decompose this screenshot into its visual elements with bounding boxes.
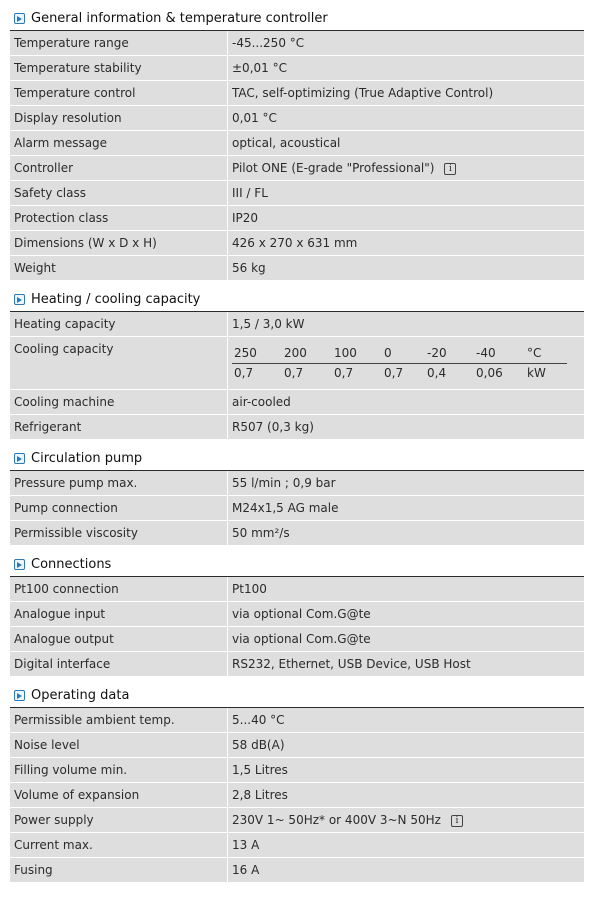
- spec-label: Dimensions (W x D x H): [10, 231, 228, 255]
- spec-label: Fusing: [10, 858, 228, 882]
- spec-value: [228, 783, 584, 807]
- spec-value-text: 0,01 °C: [232, 111, 277, 125]
- spec-row: [10, 415, 584, 440]
- spec-row: [10, 31, 584, 56]
- spec-label: Refrigerant: [10, 415, 228, 439]
- spec-value-text: 16 A: [232, 863, 260, 877]
- spec-value-text: 50 mm²/s: [232, 526, 290, 540]
- spec-value: [228, 312, 584, 336]
- cooling-cap: 0,7: [384, 366, 404, 380]
- spec-row: [10, 390, 584, 415]
- cooling-cap: 0,7: [284, 366, 304, 380]
- arrow-right-box-icon[interactable]: [14, 690, 25, 701]
- section-header[interactable]: [10, 0, 584, 31]
- spec-value-text: 13 A: [232, 838, 260, 852]
- spec-label: Current max.: [10, 833, 228, 857]
- spec-value: [228, 206, 584, 230]
- spec-value: [228, 390, 584, 414]
- spec-label: Analogue output: [10, 627, 228, 651]
- spec-value-text: IP20: [232, 211, 259, 225]
- spec-value-text: 5...40 °C: [232, 713, 285, 727]
- spec-value: [228, 106, 584, 130]
- spec-value: [228, 577, 584, 601]
- spec-label: Controller: [10, 156, 228, 180]
- spec-value: [228, 56, 584, 80]
- spec-label: Protection class: [10, 206, 228, 230]
- spec-value: [228, 256, 584, 280]
- spec-row: [10, 833, 584, 858]
- spec-value-text: R507 (0,3 kg): [232, 420, 314, 434]
- spec-value-text: TAC, self-optimizing (True Adaptive Control): [232, 86, 494, 100]
- cooling-cap: 0,7: [334, 366, 354, 380]
- spec-value: [228, 496, 584, 520]
- spec-value: [228, 521, 584, 545]
- spec-value: [228, 808, 584, 832]
- arrow-right-box-icon[interactable]: [14, 453, 25, 464]
- spec-section: [10, 281, 584, 440]
- spec-value-text: 2,8 Litres: [232, 788, 288, 802]
- spec-row: [10, 337, 584, 390]
- spec-row: [10, 708, 584, 733]
- spec-value-text: Pt100: [232, 582, 267, 596]
- spec-value-text: M24x1,5 AG male: [232, 501, 339, 515]
- spec-value-text: Pilot ONE (E-grade "Professional"): [232, 161, 435, 175]
- spec-label: Digital interface: [10, 652, 228, 676]
- spec-value: [228, 758, 584, 782]
- spec-row: [10, 733, 584, 758]
- spec-value-text: RS232, Ethernet, USB Device, USB Host: [232, 657, 471, 671]
- section-title: General information & temperature controller: [31, 11, 328, 26]
- spec-row: [10, 521, 584, 546]
- spec-label: Volume of expansion: [10, 783, 228, 807]
- spec-value: [228, 156, 584, 180]
- spec-row: [10, 131, 584, 156]
- spec-label: Cooling machine: [10, 390, 228, 414]
- spec-section: [10, 546, 584, 677]
- spec-value-text: 1,5 / 3,0 kW: [232, 317, 305, 331]
- spec-label: Pressure pump max.: [10, 471, 228, 495]
- spec-row: [10, 627, 584, 652]
- spec-value: [228, 471, 584, 495]
- spec-label: Permissible ambient temp.: [10, 708, 228, 732]
- cooling-temp: -40: [476, 346, 496, 360]
- spec-row: [10, 106, 584, 131]
- spec-row: [10, 496, 584, 521]
- spec-value: [228, 131, 584, 155]
- cooling-temp: -20: [427, 346, 447, 360]
- section-header[interactable]: [10, 546, 584, 577]
- spec-value: [228, 733, 584, 757]
- cooling-temp: 0: [384, 346, 392, 360]
- spec-row: [10, 858, 584, 883]
- cooling-temp: °C: [527, 346, 542, 360]
- spec-label: Temperature range: [10, 31, 228, 55]
- cooling-temp: 200: [284, 346, 307, 360]
- spec-value: [228, 833, 584, 857]
- spec-row: [10, 471, 584, 496]
- cooling-cap: kW: [527, 366, 546, 380]
- section-header[interactable]: [10, 281, 584, 312]
- spec-value-text: III / FL: [232, 186, 268, 200]
- spec-label: Noise level: [10, 733, 228, 757]
- section-title: Connections: [31, 557, 112, 572]
- spec-row: [10, 783, 584, 808]
- cooling-cap: 0,06: [476, 366, 503, 380]
- spec-value-text: -45...250 °C: [232, 36, 305, 50]
- arrow-right-box-icon[interactable]: [14, 294, 25, 305]
- spec-label: Display resolution: [10, 106, 228, 130]
- spec-value: [228, 231, 584, 255]
- spec-row: [10, 206, 584, 231]
- section-header[interactable]: [10, 677, 584, 708]
- section-title: Heating / cooling capacity: [31, 292, 201, 307]
- spec-row: [10, 231, 584, 256]
- spec-value-text: 230V 1~ 50Hz* or 400V 3~N 50Hz: [232, 813, 441, 827]
- spec-value-text: air-cooled: [232, 395, 291, 409]
- spec-label: Pump connection: [10, 496, 228, 520]
- cooling-temp: 250: [234, 346, 257, 360]
- spec-value-text: ±0,01 °C: [232, 61, 287, 75]
- spec-row: [10, 256, 584, 281]
- cooling-cap: 0,4: [427, 366, 447, 380]
- spec-value-text: via optional Com.G@te: [232, 607, 371, 621]
- spec-value-text: 58 dB(A): [232, 738, 285, 752]
- spec-value-text: via optional Com.G@te: [232, 632, 371, 646]
- spec-row: [10, 312, 584, 337]
- spec-value: [228, 708, 584, 732]
- spec-label: Temperature control: [10, 81, 228, 105]
- spec-value: [228, 652, 584, 676]
- spec-row: [10, 602, 584, 627]
- spec-value: [228, 858, 584, 882]
- arrow-right-box-icon[interactable]: [14, 13, 25, 24]
- spec-value: [228, 337, 584, 389]
- spec-value: [228, 627, 584, 651]
- spec-value: [228, 181, 584, 205]
- arrow-right-box-icon[interactable]: [14, 559, 25, 570]
- cooling-capacity-table: [232, 344, 584, 383]
- spec-row: [10, 156, 584, 181]
- spec-section: [10, 440, 584, 546]
- spec-value: [228, 81, 584, 105]
- info-icon[interactable]: i: [451, 815, 463, 827]
- spec-value-text: 56 kg: [232, 261, 266, 275]
- spec-row: [10, 81, 584, 106]
- spec-label: Heating capacity: [10, 312, 228, 336]
- spec-label: Permissible viscosity: [10, 521, 228, 545]
- spec-label: Alarm message: [10, 131, 228, 155]
- spec-value: [228, 31, 584, 55]
- cooling-temp: 100: [334, 346, 357, 360]
- spec-section: [10, 0, 584, 281]
- spec-label: Temperature stability: [10, 56, 228, 80]
- spec-value: [228, 415, 584, 439]
- spec-value-text: 55 l/min ; 0,9 bar: [232, 476, 336, 490]
- spec-row: [10, 577, 584, 602]
- spec-value-text: 1,5 Litres: [232, 763, 288, 777]
- spec-label: Weight: [10, 256, 228, 280]
- spec-row: [10, 181, 584, 206]
- spec-row: [10, 758, 584, 783]
- spec-row: [10, 808, 584, 833]
- spec-label: Filling volume min.: [10, 758, 228, 782]
- spec-value-text: optical, acoustical: [232, 136, 341, 150]
- spec-label: Pt100 connection: [10, 577, 228, 601]
- spec-section: [10, 677, 584, 883]
- spec-row: [10, 56, 584, 81]
- spec-label: Power supply: [10, 808, 228, 832]
- spec-label: Analogue input: [10, 602, 228, 626]
- spec-row: [10, 652, 584, 677]
- info-icon[interactable]: i: [444, 163, 456, 175]
- spec-label: Cooling capacity: [10, 337, 228, 389]
- section-title: Operating data: [31, 688, 130, 703]
- spec-label: Safety class: [10, 181, 228, 205]
- section-title: Circulation pump: [31, 451, 143, 466]
- cooling-cap: 0,7: [234, 366, 254, 380]
- section-header[interactable]: [10, 440, 584, 471]
- spec-value: [228, 602, 584, 626]
- spec-value-text: 426 x 270 x 631 mm: [232, 236, 358, 250]
